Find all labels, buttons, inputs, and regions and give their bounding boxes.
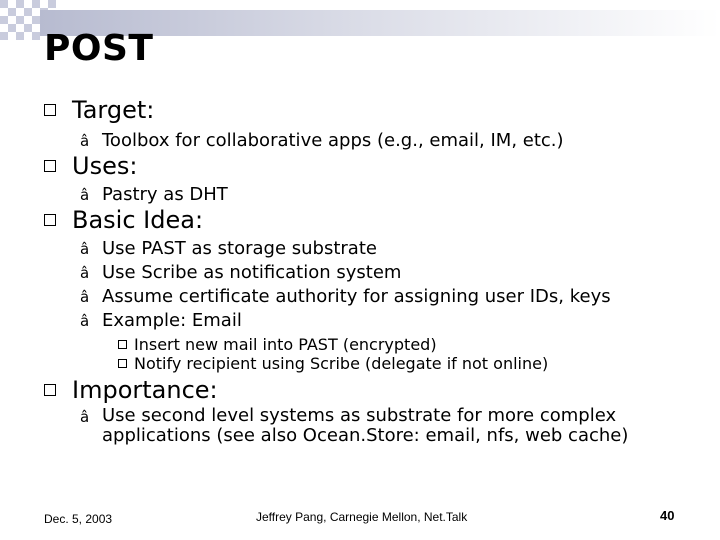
sub-bullet-email: â Example: Email [80, 310, 242, 331]
square-bullet-icon [44, 384, 56, 396]
page-number: 40 [660, 508, 675, 523]
arrow-bullet-icon: â [80, 186, 90, 204]
bullet-target: Target: [44, 96, 154, 124]
bullet-uses: Uses: [44, 152, 137, 180]
bullet-basic-idea: Basic Idea: [44, 206, 203, 234]
email-sub-notify: Notify recipient using Scribe (delegate if not online) [118, 354, 548, 373]
footer-author: Jeffrey Pang, Carnegie Mellon, Net.Talk [256, 510, 468, 524]
arrow-bullet-icon: â [80, 132, 90, 150]
sub-bullet-second-level: Use second level systems as substrate for more complex applications (see also Ocean.Store: email, nfs, web cache) [102, 405, 629, 446]
square-bullet-icon [44, 104, 56, 116]
sub-bullet-scribe: â Use Scribe as notification system [80, 262, 402, 283]
square-bullet-icon [118, 359, 127, 368]
sub-bullet-certificate: â Assume certificate authority for assigning user IDs, keys [80, 286, 611, 307]
arrow-bullet-icon: â [80, 240, 90, 258]
email-sub-insert: Insert new mail into PAST (encrypted) [118, 335, 437, 354]
sub-bullet-importance-arrow [80, 406, 102, 427]
arrow-bullet-icon: â [80, 408, 90, 426]
sub-bullet-pastry: â Pastry as DHT [80, 184, 228, 205]
sub-bullet-past: â Use PAST as storage substrate [80, 238, 377, 259]
square-bullet-icon [118, 340, 127, 349]
arrow-bullet-icon: â [80, 312, 90, 330]
sub-bullet-toolbox: â Toolbox for collaborative apps (e.g., email, IM, etc.) [80, 130, 564, 151]
bullet-importance: Importance: [44, 376, 218, 404]
footer-date: Dec. 5, 2003 [44, 512, 113, 526]
square-bullet-icon [44, 160, 56, 172]
arrow-bullet-icon: â [80, 288, 90, 306]
arrow-bullet-icon: â [80, 264, 90, 282]
slide-title: POST [44, 28, 154, 69]
square-bullet-icon [44, 214, 56, 226]
